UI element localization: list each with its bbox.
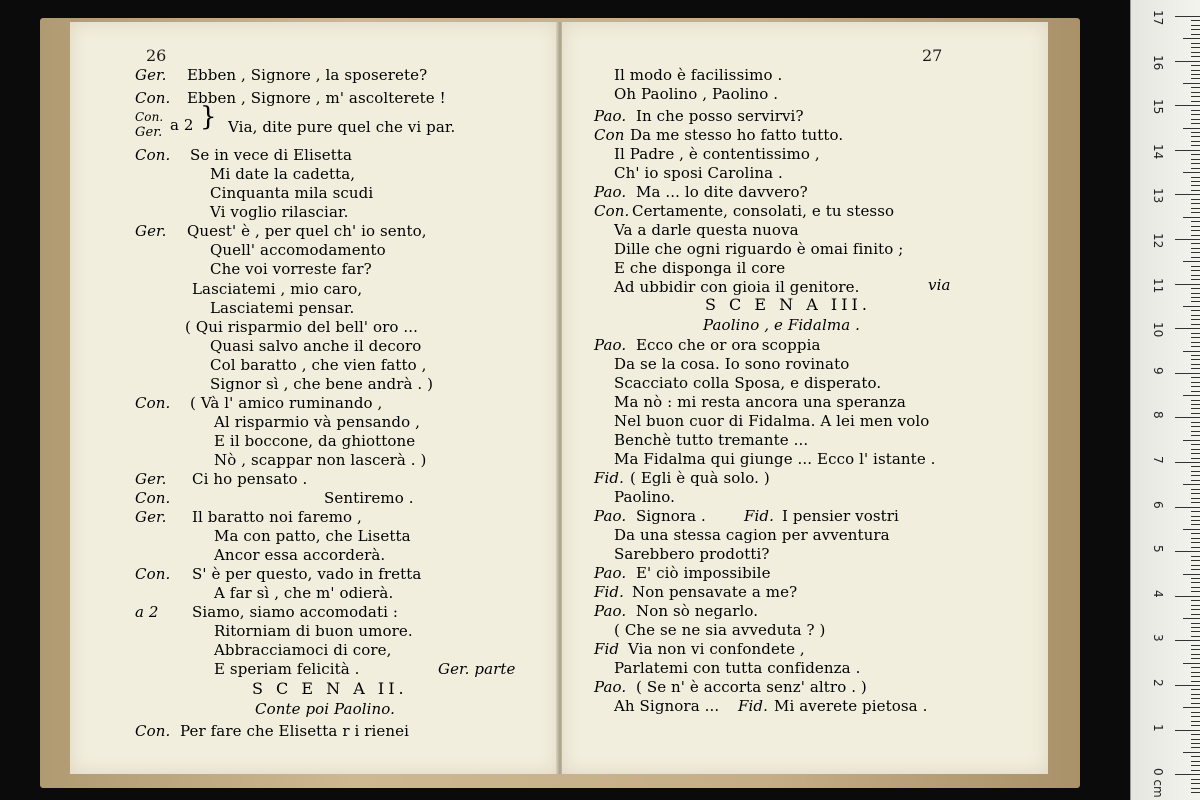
ruler-tick [1191, 480, 1200, 481]
verse-line: I pensier vostri [782, 507, 899, 525]
ruler-tick [1191, 547, 1200, 548]
measuring-ruler [1130, 0, 1200, 800]
verse-line: Via, dite pure quel che vi par. [228, 118, 456, 136]
ruler-tick [1191, 489, 1200, 490]
ruler-tick [1191, 310, 1200, 311]
ruler-tick [1191, 386, 1200, 387]
ruler-tick [1191, 226, 1200, 227]
ruler-tick [1191, 734, 1200, 735]
ruler-tick [1191, 221, 1200, 222]
ruler-label: 2 [1151, 679, 1165, 687]
verse-line: Ebben , Signore , la sposerete? [187, 66, 428, 84]
speaker: Ger. [135, 66, 167, 84]
ruler-tick [1191, 645, 1200, 646]
speaker: Ger. [135, 508, 167, 526]
speaker: Ger. [135, 125, 163, 140]
scene-heading: S C E N A III. [705, 295, 871, 314]
speaker: Pao. [594, 183, 627, 201]
verse-line: Abbracciamoci di core, [214, 641, 392, 659]
verse-line: Il Padre , è contentissimo , [614, 145, 820, 163]
ruler-tick [1183, 574, 1200, 575]
verse-line: Lasciatemi pensar. [210, 299, 355, 317]
ruler-tick [1183, 752, 1200, 753]
speaker: Con. [135, 565, 171, 583]
ruler-tick [1191, 333, 1200, 334]
ruler-tick [1191, 190, 1200, 191]
ruler-tick [1183, 707, 1200, 708]
verse-line: E il boccone, da ghiottone [214, 432, 416, 450]
ruler-label: 1 [1151, 723, 1165, 732]
verse-line: Cinquanta mila scudi [210, 184, 374, 202]
ruler-tick [1183, 529, 1200, 530]
ruler-label: 15 [1151, 99, 1165, 115]
ruler-tick [1191, 52, 1200, 53]
ruler-tick [1191, 342, 1200, 343]
verse-line: Se in vece di Elisetta [190, 146, 353, 164]
ruler-tick [1191, 145, 1200, 146]
speaker: Pao. [594, 336, 627, 354]
speaker: Pao. [594, 107, 627, 125]
verse-line: E' ciò impossibile [636, 564, 771, 582]
ruler-tick [1183, 618, 1200, 619]
ruler-tick [1191, 449, 1200, 450]
ruler-tick [1175, 507, 1200, 508]
speaker: Ger. [135, 470, 167, 488]
ruler-label: 14 [1151, 143, 1165, 160]
speaker: Fid. [594, 469, 624, 487]
ruler-tick [1191, 266, 1200, 267]
verse-line: Da se la cosa. Io sono rovinato [614, 355, 850, 373]
verse-line: Ad ubbidir con gioia il genitore. [614, 278, 860, 296]
verse-line: E speriam felicità . [214, 660, 360, 678]
ruler-tick [1191, 788, 1200, 789]
ruler-tick [1191, 587, 1200, 588]
ruler-tick [1175, 373, 1200, 374]
ruler-tick [1191, 132, 1200, 133]
scene-heading: S C E N A II. [252, 679, 408, 698]
ruler-tick [1183, 440, 1200, 441]
verse-line: ( Qui risparmio del bell' oro ... [185, 318, 418, 336]
verse-line: Ma con patto, che Lisetta [214, 527, 411, 545]
verse-line: ( Se n' è accorta senz' altro . ) [636, 678, 867, 696]
ruler-tick [1191, 346, 1200, 347]
verse-line: Benchè tutto tremante ... [614, 431, 809, 449]
ruler-label: 16 [1151, 54, 1165, 70]
brace-mark: } [200, 102, 217, 132]
ruler-tick [1191, 422, 1200, 423]
ruler-tick [1191, 533, 1200, 534]
verse-line: Per fare che Elisetta r i rienei [180, 722, 410, 740]
ruler-tick [1191, 270, 1200, 271]
ruler-tick [1191, 605, 1200, 606]
ruler-tick [1191, 70, 1200, 71]
verse-line: S' è per questo, vado in fretta [192, 565, 422, 583]
ruler-tick [1191, 779, 1200, 780]
page-number-right: 27 [922, 46, 943, 65]
ruler-tick [1175, 328, 1200, 329]
ruler-tick [1191, 453, 1200, 454]
ruler-tick [1183, 663, 1200, 664]
ruler-tick [1183, 217, 1200, 218]
ruler-tick [1191, 672, 1200, 673]
ruler-tick [1175, 730, 1200, 731]
speaker: a 2 [135, 603, 159, 621]
ruler-tick [1191, 96, 1200, 97]
verse-line: Scacciato colla Sposa, e disperato. [614, 374, 882, 392]
ruler-tick [1191, 712, 1200, 713]
ruler-tick [1183, 261, 1200, 262]
ruler-tick [1191, 279, 1200, 280]
verse-line: Col baratto , che vien fatto , [210, 356, 427, 374]
ruler-tick [1191, 301, 1200, 302]
ruler-tick [1191, 413, 1200, 414]
ruler-tick [1191, 756, 1200, 757]
verse-line: Mi averete pietosa . [774, 697, 928, 715]
verse-line: Il baratto noi faremo , [192, 508, 362, 526]
ruler-tick [1191, 123, 1200, 124]
verse-line: A far sì , che m' odierà. [214, 584, 394, 602]
verse-line: E che disponga il core [614, 259, 786, 277]
ruler-tick [1191, 208, 1200, 209]
ruler-tick [1191, 391, 1200, 392]
speaker: Pao. [594, 602, 627, 620]
ruler-tick [1191, 154, 1200, 155]
ruler-tick [1191, 609, 1200, 610]
ruler-tick [1191, 538, 1200, 539]
ruler-tick [1175, 284, 1200, 285]
verse-line: Dille che ogni riguardo è omai finito ; [614, 240, 904, 258]
ruler-tick [1191, 355, 1200, 356]
ruler-tick [1191, 34, 1200, 35]
speaker: Fid. [594, 583, 624, 601]
ruler-tick [1191, 466, 1200, 467]
ruler-tick [1191, 185, 1200, 186]
ruler-tick [1191, 177, 1200, 178]
ruler-tick [1191, 743, 1200, 744]
ruler-tick [1191, 560, 1200, 561]
verse-line: Nel buon cuor di Fidalma. A lei men volo [614, 412, 930, 430]
ruler-tick [1183, 172, 1200, 173]
ruler-tick [1191, 591, 1200, 592]
verse-line: Nò , scappar non lascerà . ) [214, 451, 427, 469]
verse-line: Il modo è facilissimo . [614, 66, 783, 84]
ruler-tick [1191, 78, 1200, 79]
ruler-tick [1191, 382, 1200, 383]
verse-line: Lasciatemi , mio caro, [192, 280, 363, 298]
verse-line: Va a darle questa nuova [614, 221, 799, 239]
verse-line: Da una stessa cagion per avventura [614, 526, 890, 544]
verse-line: Ma Fidalma qui giunge ... Ecco l' istante . [614, 450, 936, 468]
ruler-tick [1191, 65, 1200, 66]
ruler-tick [1191, 578, 1200, 579]
ruler-tick [1175, 551, 1200, 552]
ruler-tick [1191, 475, 1200, 476]
speaker: Con. [135, 110, 164, 124]
ruler-label: 17 [1151, 10, 1165, 26]
ruler-tick [1191, 542, 1200, 543]
ruler-tick [1191, 739, 1200, 740]
ruler-tick [1191, 471, 1200, 472]
speaker: Pao. [594, 678, 627, 696]
ruler-tick [1191, 520, 1200, 521]
ruler-tick [1191, 212, 1200, 213]
ruler-tick [1191, 199, 1200, 200]
verse-line: In che posso servirvi? [636, 107, 804, 125]
ruler-tick [1191, 689, 1200, 690]
ruler-tick [1191, 703, 1200, 704]
ruler-label: 8 [1151, 411, 1165, 420]
ruler-tick [1183, 306, 1200, 307]
ruler-tick [1191, 636, 1200, 637]
ruler-tick [1191, 725, 1200, 726]
ruler-tick [1191, 235, 1200, 236]
ruler-tick [1191, 716, 1200, 717]
ruler-tick [1191, 110, 1200, 111]
ruler-tick [1175, 150, 1200, 151]
ruler-tick [1191, 141, 1200, 142]
ruler-tick [1191, 654, 1200, 655]
speaker: Ger. [135, 222, 167, 240]
ruler-tick [1175, 774, 1200, 775]
ruler-tick [1175, 61, 1200, 62]
speaker: Con. [135, 722, 171, 740]
ruler-tick [1191, 458, 1200, 459]
ruler-tick [1191, 600, 1200, 601]
ruler-tick [1175, 417, 1200, 418]
ruler-tick [1191, 43, 1200, 44]
ruler-tick [1191, 676, 1200, 677]
ruler-tick [1191, 582, 1200, 583]
verse-line: Ci ho pensato . [192, 470, 308, 488]
ruler-tick [1191, 243, 1200, 244]
ruler-tick [1191, 627, 1200, 628]
duet-marker: a 2 [170, 116, 194, 134]
verse-line: Ma ... lo dite davvero? [636, 183, 808, 201]
ruler-tick [1183, 395, 1200, 396]
ruler-tick [1191, 524, 1200, 525]
verse-line: Ebben , Signore , m' ascolterete ! [187, 89, 446, 107]
ruler-tick [1191, 168, 1200, 169]
verse-line: Al risparmio và pensando , [214, 413, 420, 431]
ruler-tick [1175, 239, 1200, 240]
ruler-tick [1175, 462, 1200, 463]
verse-line: Quasi salvo anche il decoro [210, 337, 422, 355]
ruler-tick [1191, 408, 1200, 409]
ruler-tick [1191, 511, 1200, 512]
ruler-tick [1191, 431, 1200, 432]
ruler-tick [1191, 444, 1200, 445]
ruler-tick [1183, 351, 1200, 352]
speaker: Fid. [738, 697, 768, 715]
ruler-tick [1191, 404, 1200, 405]
ruler-tick [1191, 87, 1200, 88]
speaker: Con. [135, 89, 171, 107]
ruler-tick [1191, 516, 1200, 517]
ruler-tick [1175, 194, 1200, 195]
verse-line: Via non vi confondete , [628, 640, 805, 658]
page-number-left: 26 [146, 46, 167, 65]
ruler-tick [1191, 181, 1200, 182]
ruler-tick [1191, 667, 1200, 668]
ruler-tick [1183, 484, 1200, 485]
ruler-tick [1175, 640, 1200, 641]
speaker: Fid. [744, 507, 774, 525]
verse-line: Ritorniam di buon umore. [214, 622, 413, 640]
ruler-tick [1191, 56, 1200, 57]
ruler-tick [1191, 101, 1200, 102]
speaker: Con. [135, 394, 171, 412]
ruler-tick [1191, 569, 1200, 570]
ruler-tick [1191, 694, 1200, 695]
ruler-label: 3 [1151, 634, 1165, 643]
verse-line: Mi date la cadetta, [210, 165, 356, 183]
ruler-tick [1191, 257, 1200, 258]
scene-characters: Paolino , e Fidalma . [703, 316, 860, 334]
verse-line: Quest' è , per quel ch' io sento, [187, 222, 427, 240]
ruler-tick [1191, 119, 1200, 120]
ruler-tick [1175, 105, 1200, 106]
ruler-tick [1175, 596, 1200, 597]
ruler-label: 0 cm [1151, 768, 1165, 798]
ruler-tick [1191, 770, 1200, 771]
stage-direction: via [928, 276, 951, 294]
ruler-tick [1191, 556, 1200, 557]
ruler-tick [1191, 565, 1200, 566]
ruler-tick [1191, 721, 1200, 722]
ruler-tick [1191, 92, 1200, 93]
ruler-tick [1191, 275, 1200, 276]
ruler-tick [1191, 368, 1200, 369]
ruler-tick [1191, 337, 1200, 338]
speaker: Pao. [594, 507, 627, 525]
scene-characters: Conte poi Paolino. [255, 700, 396, 718]
verse-line: ( Egli è quà solo. ) [630, 469, 770, 487]
ruler-label: 12 [1151, 233, 1165, 249]
ruler-tick [1191, 319, 1200, 320]
ruler-tick [1191, 761, 1200, 762]
ruler-tick [1191, 502, 1200, 503]
ruler-tick [1191, 783, 1200, 784]
ruler-tick [1191, 698, 1200, 699]
verse-line: Sarebbero prodotti? [614, 545, 770, 563]
verse-line: Vi voglio rilasciar. [210, 203, 349, 221]
ruler-tick [1191, 114, 1200, 115]
ruler-tick [1191, 136, 1200, 137]
verse-line: Ma nò : mi resta ancora una speranza [614, 393, 906, 411]
verse-line: Siamo, siamo accomodati : [192, 603, 398, 621]
verse-line: Paolino. [614, 488, 675, 506]
verse-line: Ecco che or ora scoppia [636, 336, 821, 354]
ruler-tick [1191, 74, 1200, 75]
verse-line: Non pensavate a me? [632, 583, 798, 601]
ruler-tick [1191, 400, 1200, 401]
ruler-tick [1191, 493, 1200, 494]
ruler-tick [1191, 288, 1200, 289]
ruler-label: 4 [1151, 589, 1165, 598]
verse-line: ( Và l' amico ruminando , [190, 394, 383, 412]
ruler-tick [1191, 792, 1200, 793]
ruler-tick [1191, 293, 1200, 294]
ruler-tick [1191, 614, 1200, 615]
speaker: Con [594, 126, 625, 144]
speaker: Con. [135, 489, 171, 507]
ruler-tick [1191, 47, 1200, 48]
verse-line: Ancor essa accorderà. [214, 546, 386, 564]
ruler-tick [1183, 128, 1200, 129]
ruler-label: 10 [1151, 322, 1165, 338]
verse-line: Sentiremo . [324, 489, 414, 507]
ruler-tick [1191, 163, 1200, 164]
verse-line: Signor sì , che bene andrà . ) [210, 375, 434, 393]
ruler-tick [1191, 364, 1200, 365]
ruler-tick [1191, 248, 1200, 249]
speaker: Con. [135, 146, 171, 164]
ruler-tick [1191, 20, 1200, 21]
ruler-tick [1191, 324, 1200, 325]
ruler-label: 13 [1151, 188, 1165, 204]
ruler-tick [1191, 747, 1200, 748]
stage-direction: Ger. parte [438, 660, 516, 678]
ruler-tick [1191, 377, 1200, 378]
ruler-tick [1191, 649, 1200, 650]
ruler-tick [1191, 658, 1200, 659]
ruler-label: 6 [1151, 500, 1165, 509]
ruler-tick [1191, 359, 1200, 360]
ruler-tick [1191, 230, 1200, 231]
ruler-tick [1191, 203, 1200, 204]
ruler-tick [1191, 159, 1200, 160]
ruler-tick [1175, 16, 1200, 17]
ruler-tick [1191, 681, 1200, 682]
speaker: Pao. [594, 564, 627, 582]
ruler-tick [1191, 426, 1200, 427]
verse-line: Certamente, consolati, e tu stesso [632, 202, 895, 220]
verse-line: Parlatemi con tutta confidenza . [614, 659, 861, 677]
ruler-tick [1191, 25, 1200, 26]
ruler-tick [1191, 765, 1200, 766]
ruler-tick [1183, 83, 1200, 84]
verse-line: Da me stesso ho fatto tutto. [630, 126, 844, 144]
ruler-tick [1191, 435, 1200, 436]
verse-line: Ch' io sposi Carolina . [614, 164, 783, 182]
verse-line: Che voi vorreste far? [210, 260, 372, 278]
ruler-tick [1191, 631, 1200, 632]
speaker: Con. [594, 202, 630, 220]
ruler-tick [1191, 498, 1200, 499]
verse-line: Ah Signora ... [614, 697, 720, 715]
verse-line: Signora . [636, 507, 706, 525]
ruler-label: 7 [1151, 456, 1165, 464]
verse-line: Oh Paolino , Paolino . [614, 85, 779, 103]
ruler-label: 5 [1151, 545, 1165, 553]
verse-line: ( Che se ne sia avveduta ? ) [614, 621, 826, 639]
ruler-tick [1191, 315, 1200, 316]
speaker: Fid [594, 640, 620, 658]
ruler-label: 11 [1151, 277, 1165, 293]
ruler-tick [1191, 297, 1200, 298]
ruler-tick [1175, 685, 1200, 686]
verse-line: Quell' accomodamento [210, 241, 386, 259]
ruler-tick [1191, 29, 1200, 30]
ruler-tick [1191, 252, 1200, 253]
ruler-tick [1183, 38, 1200, 39]
verse-line: Non sò negarlo. [636, 602, 759, 620]
ruler-tick [1191, 623, 1200, 624]
ruler-label: 9 [1151, 366, 1165, 375]
